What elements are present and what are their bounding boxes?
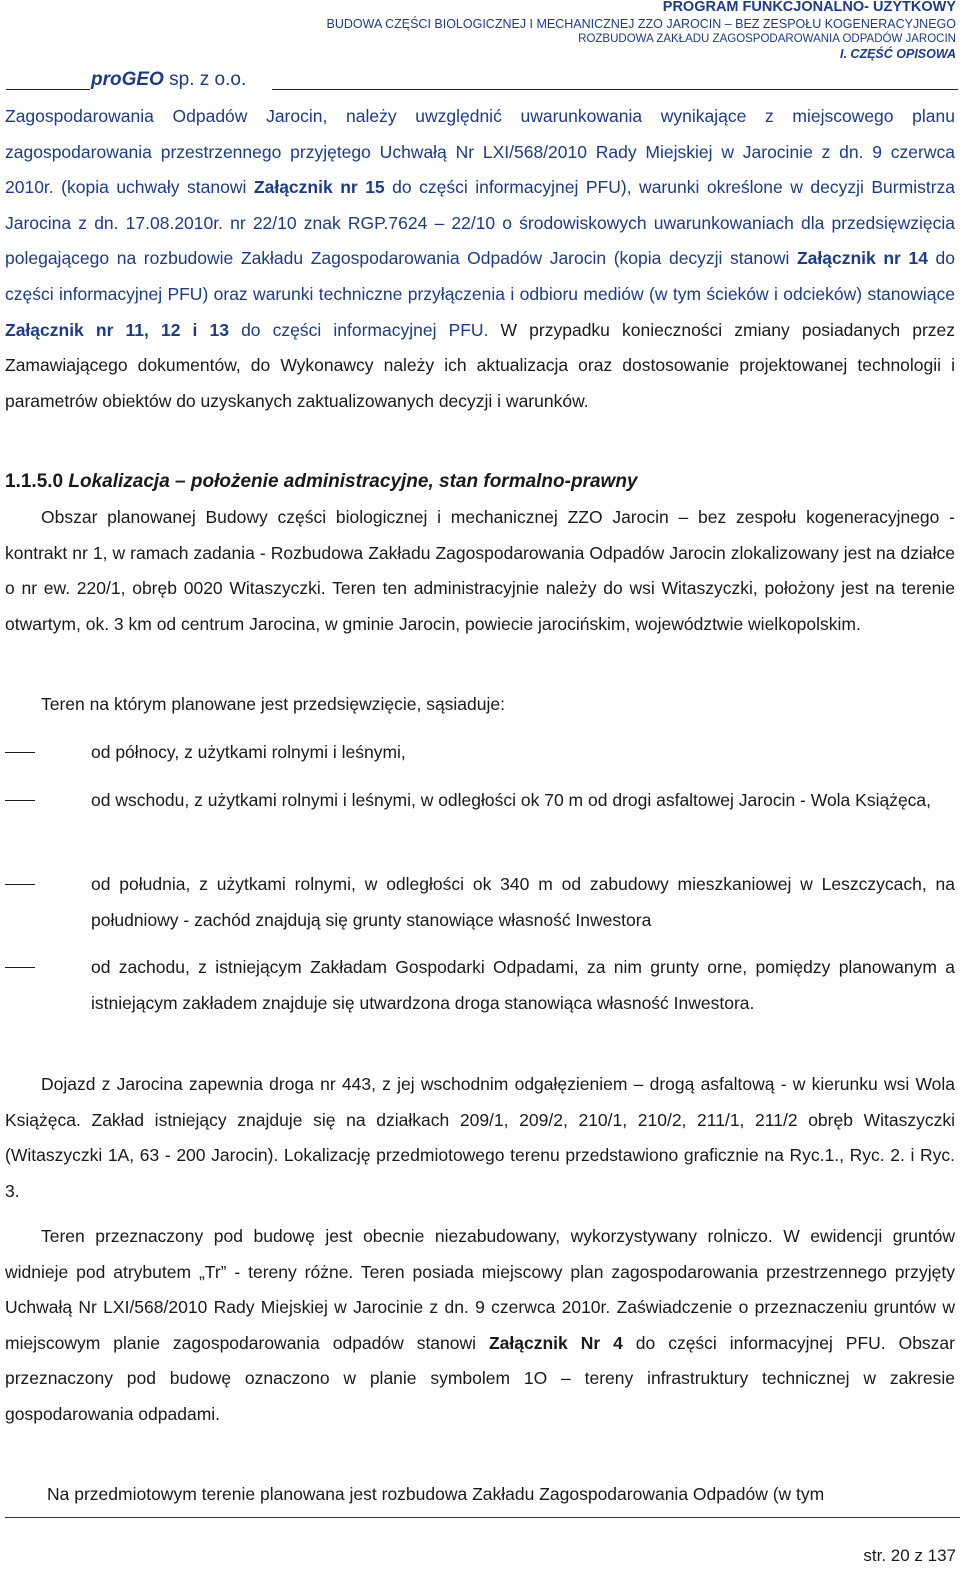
para1-text-e: do części informacyjnej PFU. [228,319,489,340]
dash-bullet [5,884,35,885]
dash-bullet [5,752,35,753]
dash-bullet [5,967,35,968]
project-line-2: ROZBUDOWA ZAKŁADU ZAGOSPODAROWANIA ODPADÓW JAROCIN [578,33,956,45]
attachment-ref-4: Załącznik Nr 4 [488,1332,623,1353]
section-heading [5,464,955,499]
section-number: 1.1.5.0 [5,471,64,492]
bullet-text: od wschodu, z użytkami rolnymi i leśnymi, w odległości ok 70 m od drogi asfaltowej Jarocin - Wola Książęca, [91,790,932,810]
section-title: Lokalizacja – położenie administracyjne, stan formalno-prawny [68,471,638,492]
para3-text: Teren na którym planowane jest przedsięwzięcie, sąsiaduje: [41,694,505,714]
header-rule-left [6,89,90,90]
para2-text: Obszar planowanej Budowy części biologicznej i mechanicznej ZZO Jarocin – bez zespołu kogeneracyjnego - kontrakt nr 1, w ramach zadania - Rozbudowa Zakładu Zagospodarowania Odpadów Jarocin zlokalizowany jest na działce o nr ew. 220/1, obręb 0020 Witaszyczki. Teren ten administracyjnie należy do wsi Witaszyczki, położony jest na terenie otwartym, ok. 3 km od centrum Jarocina, w gminie Jarocin, powiecie jarocińskim, województwie wielkopolskim. [5,507,955,634]
bullet-text: od północy, z użytkami rolnymi i leśnymi, [91,742,406,762]
document-header [327,0,956,62]
paragraph-land-use [5,1219,955,1433]
paragraph-access [5,1067,955,1209]
attachment-ref-11-13: Załącznik nr 11, 12 i 13 [5,319,229,340]
bullet-text: od zachodu, z istniejącym Zakładam Gospodarki Odpadami, za nim grunty orne, pomiędzy planowanym a istniejącym zakładem znajduje się utwardzona droga stanowiąca własność Inwestora. [91,957,955,1013]
para1-text-d: do części informacyjnej PFU) oraz warunki techniczne przyłączenia i odbioru mediów (w tym ścieków i odcieków) stanowiące [5,248,955,304]
project-line-1: BUDOWA CZĘŚCI BIOLOGICZNEJ I MECHANICZNEJ ZZO JAROCIN – BEZ ZESPOŁU KOGENERACYJNEGO [326,17,956,31]
header-rule-right [272,89,958,90]
para5-text-a: Teren przeznaczony pod budowę jest obecnie niezabudowany, wykorzystywany rolniczo. W ewidencji gruntów widnieje pod atrybutem „Tr” - tereny różne. Teren posiada miejscowy plan zagospodarowania przestrzennego przyjęty Uchwałą Nr LXI/568/2010 Rady Miejskiej w Jarocinie z dn. 9 czerwca 2010r. Zaświadczenie o przeznaczeniu gruntów w miejscowym planie zagospodarowania odpadów stanowi [5,1226,955,1353]
para6-text: Na przedmiotowym terenie planowana jest rozbudowa Zakładu Zagospodarowania Odpadów (w tym [47,1484,825,1504]
paragraph-planned-expansion [5,1477,955,1513]
para1-text-c: do części informacyjnej PFU), warunki określone w decyzji Burmistrza Jarocina z dn. 17.08.2010r. nr 22/10 znak RGP.7624 – 22/10 o środowiskowych uwarunkowaniach dla przedsięwzięcia polegającego na rozbudowie Zakładu Zagospodarowania Odpadów Jarocin (kopia decyzji stanowi [5,177,956,269]
page-number: str. 20 z 137 [863,1546,956,1565]
footer-rule [5,1517,960,1518]
company-name [91,70,246,90]
attachment-ref-14: Załącznik nr 14 [796,248,928,269]
document-part: I. CZĘŚĆ OPISOWA [840,47,956,61]
para4-text: Dojazd z Jarocina zapewnia droga nr 443, z jej wschodnim odgałęzieniem – drogą asfaltową - w kierunku wsi Wola Książęca. Zakład istniejący znajduje się na działkach 209/1, 209/2, 210/1, 210/2, 211/1, 211/2 obręb Witaszyczki (Witaszyczki 1A, 63 - 200 Jarocin). Lokalizację przedmiotowego terenu przedstawiono graficznie na Ryc.1., Ryc. 2. i Ryc. 3. [5,1074,955,1201]
para5-text-c: do części informacyjnej PFU. Obszar przeznaczony pod budowę oznaczono w planie symbolem 1O – tereny infrastruktury technicznej w zakresie gospodarowania odpadami. [5,1332,955,1424]
paragraph-conditions [5,99,955,419]
paragraph-neighbours-intro [5,687,955,723]
para1-text-a: Zagospodarowania Odpadów Jarocin, należy uwzględnić uwarunkowania wynikające z miejscowego planu zagospodarowania przestrzennego przyjętego Uchwałą Nr LXI/568/2010 Rady Miejskiej w Jarocinie z dn. 9 czerwca 2010r. (kopia uchwały stanowi [5,106,955,198]
doc-type: PROGRAM FUNKCJONALNO- UŻYTKOWY [662,0,956,15]
paragraph-location [5,500,955,642]
bullet-text: od południa, z użytkami rolnymi, w odległości ok 340 m od zabudowy mieszkaniowej w Leszczycach, na południowy - zachód znajdują się grunty stanowiące własność Inwestora [91,874,955,930]
dash-bullet [5,800,35,801]
para1-text-f: W przypadku konieczności zmiany posiadanych przez Zamawiającego dokumentów, do Wykonawcy należy ich aktualizacja oraz dostosowanie projektowanej technologii i parametrów obiektów do uzyskanych zaktualizowanych decyzji i warunków. [5,319,955,411]
company-prefix: proGEO [91,69,164,90]
company-suffix: sp. z o.o. [163,69,247,90]
attachment-ref-15: Załącznik nr 15 [253,177,385,198]
